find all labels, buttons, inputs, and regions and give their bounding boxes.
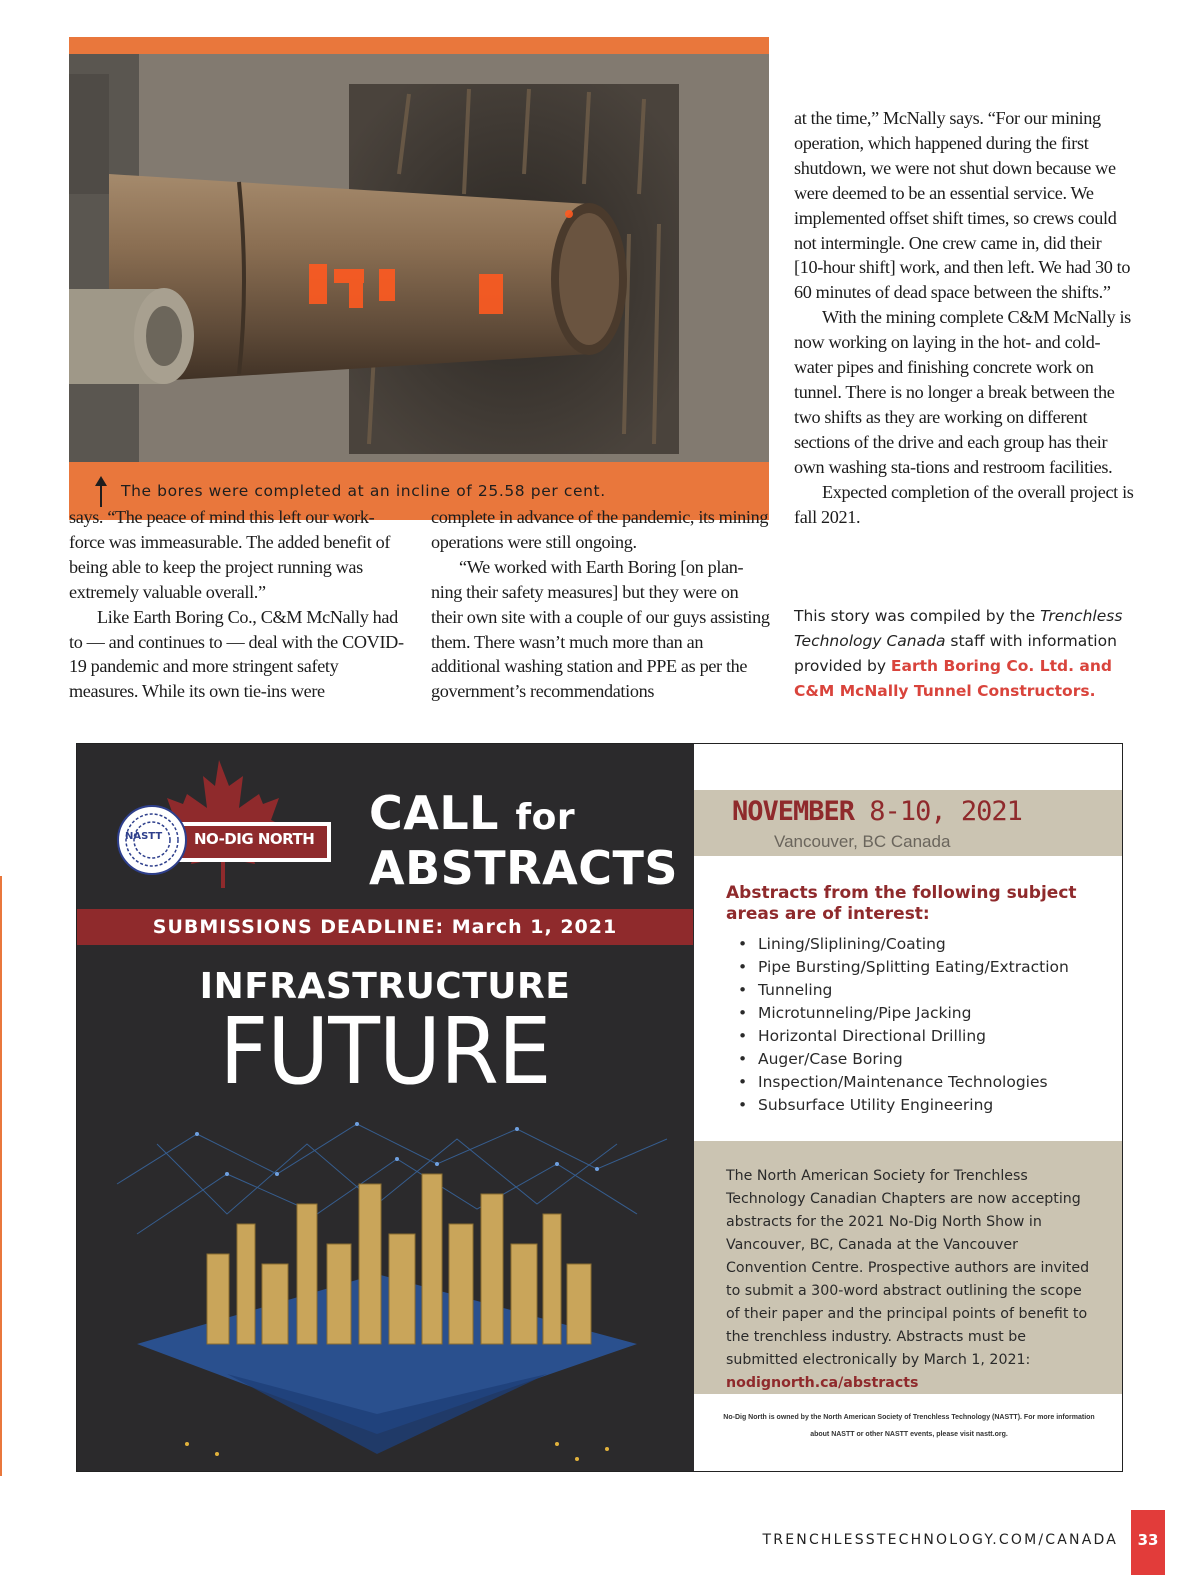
story-credit [794, 604, 1139, 704]
about-body: The North American Society for Trenchless Technology Canadian Chapters are now accepting abstracts for the 2021 No-Dig North Show in Vancouver, BC, Canada at the Vancouver Convention Centre. Prospective authors are invited to submit a 300-word abstract outlining the scope of their paper and the principal points of benefit to the trenchless industry. Abstracts must be submitted electronically by March 1, 2021: [726, 1168, 1090, 1368]
list-item: • Subsurface Utility Engineering [738, 1094, 1108, 1117]
credit-middle: staff with information provided by [794, 632, 1117, 675]
nastt-logo-text: NASTT [125, 831, 163, 842]
list-item: • Auger/Case Boring [738, 1048, 1108, 1071]
article-column-1 [69, 505, 409, 704]
event-location: Vancouver, BC Canada [774, 832, 951, 851]
tunnel-bore-illustration [69, 54, 769, 462]
list-item: • Pipe Bursting/Splitting Eating/Extraction [738, 956, 1108, 979]
call-for-abstracts-title [369, 788, 678, 893]
paragraph: at the time,” McNally says. “For our mining operation, which happened during the first shutdown, we were not shut down because we were deemed to be an essential service. We implemented offset shift times, so crews could not intermingle. One crew came in, did their [10-hour shift] work, and then left. We had 30 to 60 minutes of dead space between the shifts.” [794, 108, 1131, 303]
no-dig-north-logo-text: NO-DIG NORTH [194, 830, 315, 848]
page-number: 33 [1131, 1510, 1165, 1575]
future-heading: FUTURE [219, 998, 551, 1105]
event-date-band [694, 790, 1123, 856]
fine-print [714, 1409, 1104, 1443]
list-item: • Horizontal Directional Drilling [738, 1025, 1108, 1048]
fine-print-line-2: about NASTT or other NASTT events, please visit nastt.org. [810, 1431, 1008, 1438]
infrastructure-heading: INFRASTRUCTURE [199, 966, 571, 1007]
paragraph: With the mining complete C&M McNally is now working on laying in the hot- and cold-water pipes and finishing concrete work on tunnel. There is no longer a break between the two shifts as they are working on different sections of the drive and each group has their own washing sta-tions and restroom facilities. [794, 307, 1131, 477]
abstracts-link[interactable]: nodignorth.ca/abstracts [726, 1375, 919, 1391]
credit-sources: Earth Boring Co. Ltd. and C&M McNally Tunnel Constructors. [794, 657, 1112, 700]
paragraph: says. “The peace of mind this left our work-force was immeasurable. The added benefit of being able to keep the project running was extremely valuable overall.” [69, 507, 391, 602]
about-band [694, 1141, 1123, 1394]
ad-right-panel [694, 744, 1123, 1471]
paragraph: Expected completion of the overall project is fall 2021. [794, 481, 1134, 527]
no-dig-north-advertisement [76, 743, 1123, 1472]
fine-print-line-1: No-Dig North is owned by the North American Society of Trenchless Technology (NASTT). For more information [723, 1414, 1095, 1421]
event-month: NOVEMBER [732, 796, 855, 827]
list-item: • Inspection/Maintenance Technologies [738, 1071, 1108, 1094]
article-column-3 [794, 106, 1134, 529]
submissions-deadline-banner: SUBMISSIONS DEADLINE: March 1, 2021 [77, 909, 693, 945]
paragraph: complete in advance of the pandemic, its mining operations were still ongoing. [431, 507, 769, 552]
ad-left-panel [77, 744, 693, 1471]
paragraph: Like Earth Boring Co., C&M McNally had to — and continues to — deal with the COVID-19 pandemic and more stringent safety measures. While its own tie-ins were [69, 606, 404, 702]
tunnel-bore-photo [69, 54, 769, 462]
subject-areas-list [738, 933, 1108, 1117]
up-arrow-icon [89, 474, 121, 508]
photo-frame [69, 37, 769, 500]
credit-publication: Trenchless Technology Canada [794, 607, 1123, 650]
footer-url[interactable]: TRENCHLESSTECHNOLOGY.COM/CANADA [762, 1532, 1118, 1548]
article-column-2 [431, 505, 771, 704]
event-date [732, 796, 1022, 827]
for-word: for [515, 797, 576, 838]
list-item: • Microtunneling/Pipe Jacking [738, 1002, 1108, 1025]
subject-areas-heading: Abstracts from the following subject areas are of interest: [726, 883, 1077, 924]
futuristic-city-illustration [77, 1114, 693, 1471]
about-text [726, 1165, 1096, 1395]
paragraph: “We worked with Earth Boring [on plan-ning their safety measures] but they were on their own site with a couple of our guys assisting them. There wasn’t much more than an additional washing station and PPE as per the government’s recommendations [431, 556, 770, 702]
no-dig-north-logo [101, 758, 351, 888]
event-days: 8-10, 2021 [854, 796, 1022, 827]
list-item: • Tunneling [738, 979, 1108, 1002]
abstracts-word: ABSTRACTS [369, 841, 678, 895]
credit-prefix: This story was compiled by the [794, 607, 1041, 625]
photo-caption: The bores were completed at an incline of 25.58 per cent. [121, 482, 606, 500]
call-word: CALL [369, 786, 499, 840]
page-edge-bar [0, 876, 2, 1476]
list-item: • Lining/Sliplining/Coating [738, 933, 1108, 956]
